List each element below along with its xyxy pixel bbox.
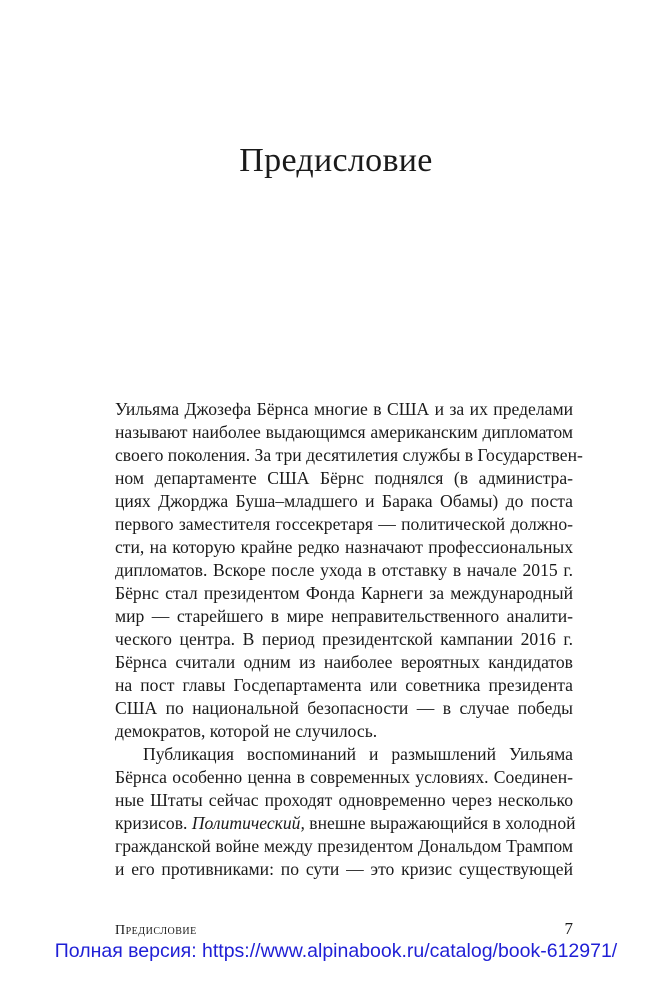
- text-line: своего поколения. За три десятилетия службы в Государствен-: [115, 445, 583, 465]
- text-line: ные Штаты сейчас проходят одновременно через несколько: [115, 790, 573, 810]
- text-line: ческого центра. В период президентской кампании 2016 г.: [115, 629, 573, 649]
- text-line: сти, на которую крайне редко назначают профессиональных: [115, 537, 573, 557]
- running-head: Предисловие: [115, 923, 197, 938]
- text-line: дипломатов. Вскоре после ухода в отставку в начале 2015 г.: [115, 560, 573, 580]
- text-line: Уильяма Джозефа Бёрнса многие в США и за их пределами: [115, 399, 573, 419]
- page-title: Предисловие: [239, 142, 433, 179]
- text-line: первого заместителя госсекретаря — политической должно-: [115, 514, 573, 534]
- text-line-with-emphasis: [115, 812, 576, 835]
- text-line: циях Джорджа Буша–младшего и Барака Обамы) до поста: [115, 491, 573, 511]
- text-line: ном департаменте США Бёрнс поднялся (в администра-: [115, 468, 573, 488]
- text-line: США по национальной безопасности — в случае победы: [115, 698, 573, 718]
- text-line: Бёрнса особенно ценна в современных условиях. Соединен-: [115, 767, 573, 787]
- text-fragment: внешне выражающийся в холодной: [304, 813, 576, 833]
- page-number: 7: [564, 919, 573, 938]
- text-line: Бёрнса считали одним из наиболее вероятных кандидатов: [115, 652, 573, 672]
- text-line: на пост главы Госдепартамента или советника президента: [115, 675, 573, 695]
- text-line: мир — старейшего в мире неправительственного аналити-: [115, 606, 573, 626]
- text-fragment: кризисов.: [115, 813, 192, 833]
- text-line: называют наиболее выдающимся американским дипломатом: [115, 422, 573, 442]
- text-line: гражданской войне между президентом Дональдом Трампом: [115, 836, 573, 856]
- text-line: Публикация воспоминаний и размышлений Уильяма: [143, 744, 573, 764]
- body-text: [115, 398, 583, 881]
- text-line: и его противниками: по сути — это кризис существующей: [115, 859, 573, 879]
- full-version-link[interactable]: Полная версия: https://www.alpinabook.ru/catalog/book-612971/: [54, 940, 618, 962]
- text-line: Бёрнс стал президентом Фонда Карнеги за международный: [115, 583, 573, 603]
- page-footer: [115, 919, 573, 941]
- text-line: демократов, которой не случилось.: [115, 721, 378, 741]
- emphasized-word: Политический,: [191, 813, 305, 833]
